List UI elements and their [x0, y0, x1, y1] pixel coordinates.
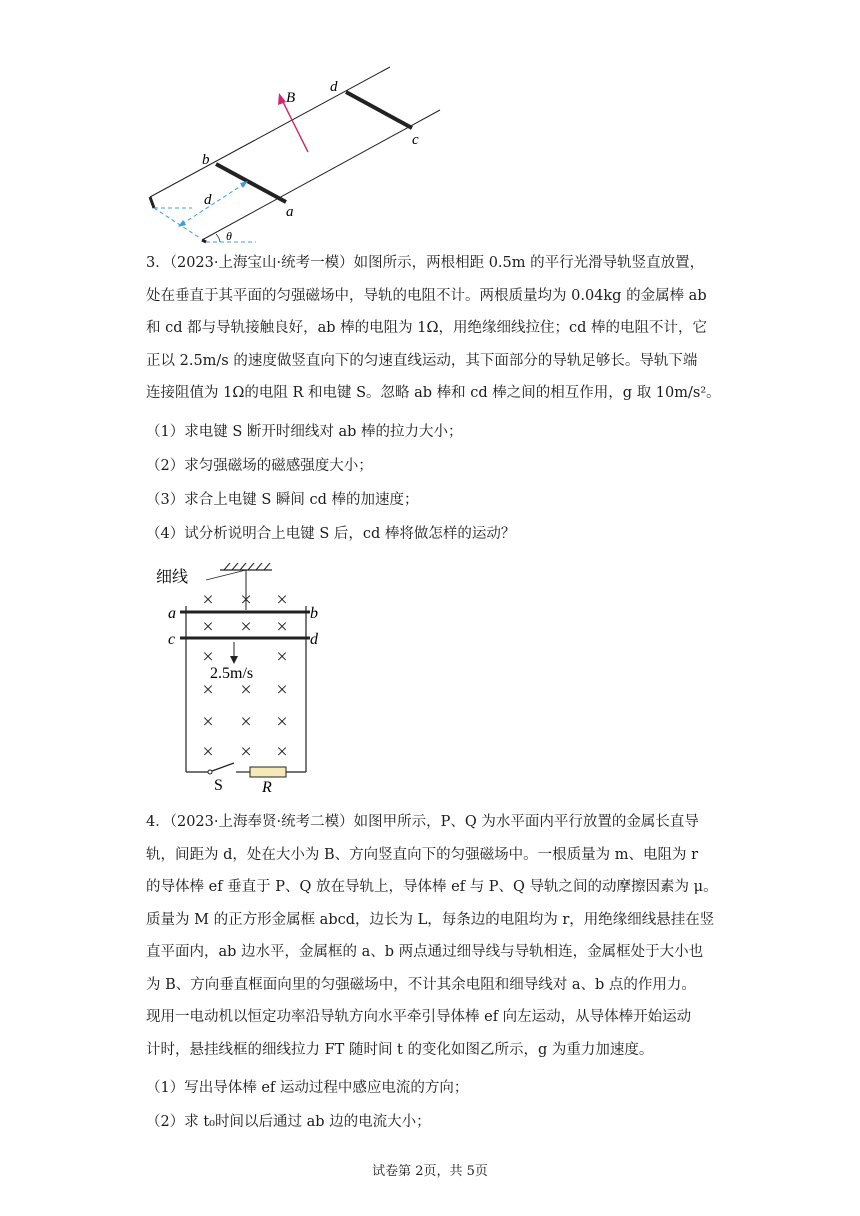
thread-pointer	[206, 570, 246, 580]
cross: ×	[276, 646, 288, 668]
cross: ×	[240, 741, 252, 763]
question-3	[146, 247, 726, 410]
label-b: b	[202, 152, 210, 168]
q4-line-6: 为 B、方向垂直框面向里的匀强磁场中，不计其余电阻和细导线对 a、b 点的作用力。	[146, 976, 696, 993]
q3-line-4: 正以 2.5m/s 的速度做竖直向下的匀速直线运动，其下面部分的导轨足够长。导轨下端	[146, 352, 698, 369]
label-a: a	[168, 605, 176, 622]
distance-arrowhead-bottom	[178, 220, 186, 227]
label-S: S	[214, 777, 223, 794]
cross: ×	[202, 741, 214, 763]
cross: ×	[202, 711, 214, 733]
switch-contact	[208, 770, 212, 774]
cross: ×	[202, 616, 214, 638]
cross: ×	[276, 711, 288, 733]
q3-line-1: 3．（2023·上海宝山·统考一模）如图所示，两根相距 0.5m 的平行光滑导轨竖直放置，	[146, 255, 705, 271]
label-d: d	[310, 631, 318, 648]
label-a: a	[286, 204, 294, 220]
rod-ab	[216, 164, 286, 202]
q4-line-5: 直平面内，ab 边水平，金属框的 a、b 两点通过细导线与导轨相连，金属框处于大小也	[146, 944, 704, 960]
q4-sub-2: （2）求 t₀时间以后通过 ab 边的电流大小；	[146, 1114, 431, 1130]
cross: ×	[202, 679, 214, 701]
q4-line-3: 的导体棒 ef 垂直于 P、Q 放在导轨上，导体棒 ef 与 P、Q 导轨之间的动摩擦因素为 μ。	[146, 879, 718, 895]
label-c: c	[412, 132, 419, 148]
q4-line-4: 质量为 M 的正方形金属框 abcd，边长为 L，每条边的电阻均为 r，用绝缘细线悬挂在竖	[146, 911, 715, 928]
label-d-rod: d	[330, 79, 338, 95]
rail-upper	[150, 67, 390, 197]
theta-arc	[216, 234, 220, 242]
cross: ×	[240, 679, 252, 701]
cross: ×	[202, 646, 214, 668]
rod-cd	[346, 92, 412, 128]
q4-line-7: 现用一电动机以恒定功率沿导轨方向水平牵引导体棒 ef 向左运动，从导体棒开始运动	[146, 1009, 692, 1025]
q3-sub-1: （1）求电键 S 断开时细线对 ab 棒的拉力大小；	[146, 424, 463, 440]
label-distance-d: d	[204, 192, 212, 208]
q4-line-2: 轨，间距为 d，处在大小为 B、方向竖直向下的匀强磁场中。一根质量为 m、电阻为 r	[146, 846, 699, 863]
rail-end-upper	[150, 197, 154, 208]
label-theta: θ	[226, 229, 232, 243]
cross: ×	[202, 589, 214, 611]
distance-arrowhead-top	[240, 181, 248, 188]
velocity-arrowhead	[230, 656, 238, 664]
label-b: b	[310, 605, 318, 622]
circuit-figure	[150, 558, 330, 794]
field-arrowhead	[278, 93, 286, 105]
field-arrow	[282, 100, 308, 152]
rails-figure	[140, 62, 460, 252]
q3-line-5: 连接阻值为 1Ω的电阻 R 和电键 S。忽略 ab 棒和 cd 棒之间的相互作用，g 取 10m/s²。	[146, 385, 721, 401]
cross: ×	[240, 711, 252, 733]
distance-arrow	[182, 184, 244, 224]
q3-sub-3: （3）求合上电键 S 瞬间 cd 棒的加速度；	[146, 492, 419, 508]
switch-blade	[212, 763, 234, 771]
q4-sub-1: （1）写出导体棒 ef 运动过程中感应电流的方向；	[146, 1080, 469, 1096]
resistor	[250, 767, 286, 777]
label-thread: 细线	[156, 569, 189, 586]
cross: ×	[276, 679, 288, 701]
cross: ×	[240, 616, 252, 638]
label-B: B	[286, 90, 296, 106]
cross: ×	[276, 589, 288, 611]
label-velocity: 2.5m/s	[210, 665, 254, 682]
q3-line-3: 和 cd 都与导轨接触良好，ab 棒的电阻为 1Ω，用绝缘细线拉住；cd 棒的电阻不计，它	[146, 320, 708, 336]
q3-sub-2: （2）求匀强磁场的磁感强度大小；	[146, 458, 373, 474]
rail-end-lower	[202, 240, 206, 242]
q4-line-8: 计时，悬挂线框的细线拉力 FT 随时间 t 的变化如图乙所示，g 为重力加速度。	[146, 1041, 654, 1058]
cross: ×	[240, 589, 252, 611]
cross: ×	[276, 741, 288, 763]
cross: ×	[276, 616, 288, 638]
q3-line-2: 处在垂直于其平面的匀强磁场中，导轨的电阻不计。两根质量均为 0.04kg 的金属棒 ab	[146, 287, 707, 304]
question-4	[146, 806, 726, 1066]
label-R: R	[262, 779, 272, 794]
dashed-slant	[154, 208, 200, 238]
q3-sub-4: （4）试分析说明合上电键 S 后，cd 棒将做怎样的运动？	[146, 526, 516, 542]
page-footer: 试卷第 2页，共 5页	[372, 1164, 488, 1179]
label-c: c	[168, 631, 176, 648]
ceiling-hatch	[224, 563, 270, 570]
q4-line-1: 4．（2023·上海奉贤·统考二模）如图甲所示，P、Q 为水平面内平行放置的金属长直导	[146, 814, 699, 830]
